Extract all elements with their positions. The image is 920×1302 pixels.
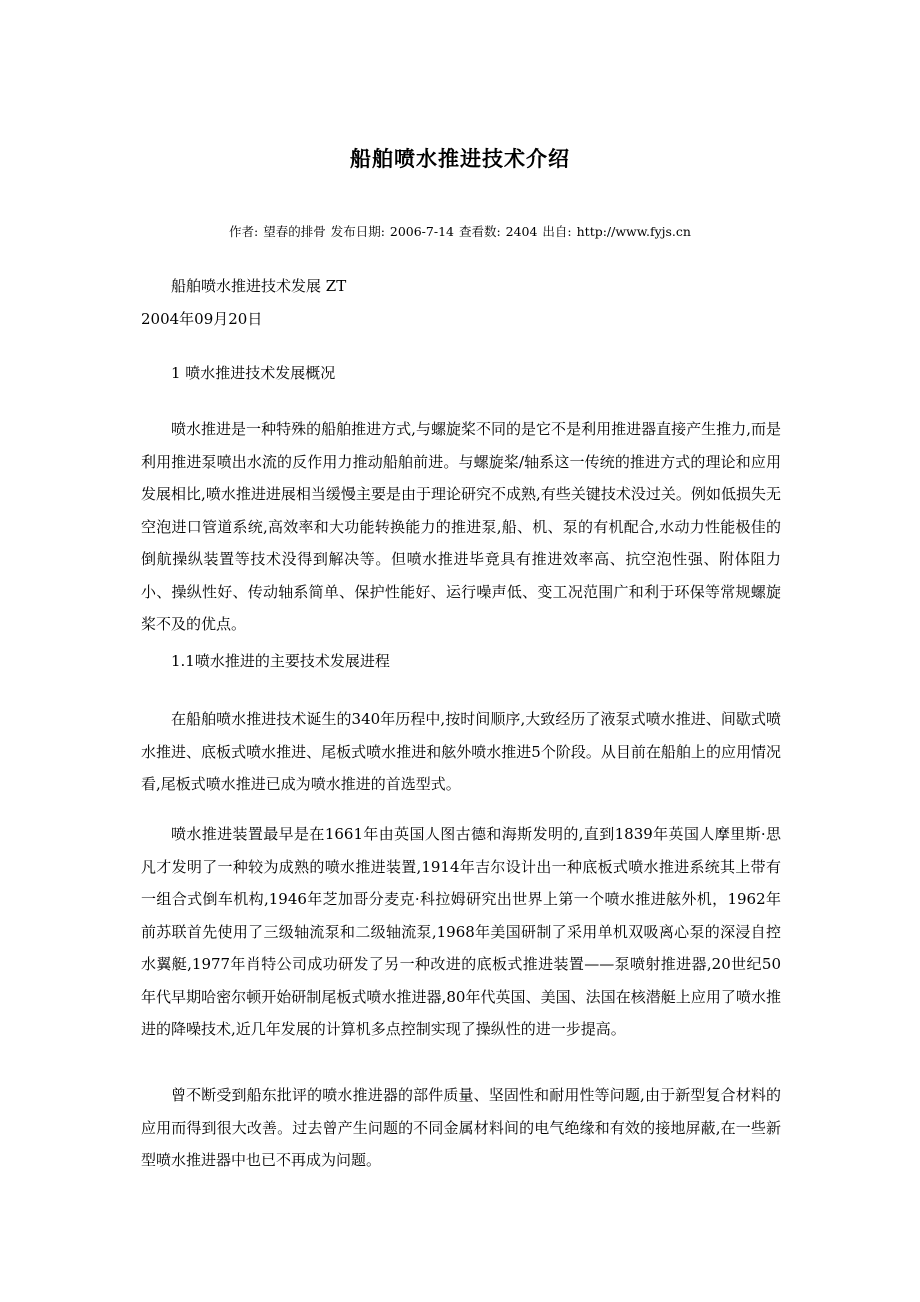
document-title: 船舶喷水推进技术介绍 bbox=[350, 146, 570, 171]
paragraph-2: 在船舶喷水推进技术诞生的340年历程中,按时间顺序,大致经历了液泵式喷水推进、间歇式喷水推进、底板式喷水推进、尾板式喷水推进和舷外喷水推进5个阶段。从目前在船舶上的应用情况看,尾板式喷水推进已成为喷水推进的首选型式。 bbox=[141, 710, 781, 793]
paragraph-1-block bbox=[141, 413, 781, 641]
paragraph-3-block bbox=[141, 818, 781, 1046]
section-1-heading: 1 喷水推进技术发展概况 bbox=[171, 364, 336, 382]
section-1-1-heading: 1.1喷水推进的主要技术发展进程 bbox=[171, 652, 390, 670]
subtitle-block bbox=[141, 270, 781, 335]
subtitle: 船舶喷水推进技术发展 ZT bbox=[171, 277, 347, 295]
paragraph-3: 喷水推进装置最早是在1661年由英国人图古德和海斯发明的,直到1839年英国人摩里斯·思凡才发明了一种较为成熟的喷水推进装置,1914年吉尔设计出一种底板式喷水推进系统其上带有一组合式倒车机构,1946年芝加哥分麦克·科拉姆研究出世界上第一个喷水推进舷外机，1962年前苏联首先使用了三级轴流泵和二级轴流泵,1968年美国研制了采用单机双吸离心泵的深浸自控水翼艇,1977年肖特公司成功研发了另一种改进的底板式推进装置——泵喷射推进器,20世纪50年代早期哈密尔顿开始研制尾板式喷水推进器,80年代英国、美国、法国在核潜艇上应用了喷水推进的降噪技术,近几年发展的计算机多点控制实现了操纵性的进一步提高。 bbox=[141, 825, 781, 1038]
paragraph-4: 曾不断受到船东批评的喷水推进器的部件质量、坚固性和耐用性等问题,由于新型复合材料的应用而得到很大改善。过去曾产生问题的不同金属材料间的电气绝缘和有效的接地屏蔽,在一些新型喷水推进器中也已不再成为问题。 bbox=[141, 1086, 781, 1169]
paragraph-1: 喷水推进是一种特殊的船舶推进方式,与螺旋桨不同的是它不是利用推进器直接产生推力,而是利用推进泵喷出水流的反作用力推动船舶前进。与螺旋桨/轴系这一传统的推进方式的理论和应用发展相比,喷水推进进展相当缓慢主要是由于理论研究不成熟,有些关键技术没过关。例如低损失无空泡进口管道系统,高效率和大功能转换能力的推进泵,船、机、泵的有机配合,水动力性能极佳的倒航操纵装置等技术没得到解决等。但喷水推进毕竟具有推进效率高、抗空泡性强、附体阻力小、操纵性好、传动轴系简单、保护性能好、运行噪声低、变工况范围广和利于环保等常规螺旋桨不及的优点。 bbox=[141, 420, 781, 633]
paragraph-4-block bbox=[141, 1079, 781, 1177]
date-line: 2004年09月20日 bbox=[141, 309, 263, 328]
section-1-heading-block bbox=[141, 357, 781, 390]
article-meta-line: 作者: 望春的排骨 发布日期: 2006-7-14 查看数: 2404 出自: http://www.fyjs.cn bbox=[229, 224, 691, 239]
section-1-1-heading-block bbox=[141, 645, 781, 678]
paragraph-2-block bbox=[141, 703, 781, 801]
